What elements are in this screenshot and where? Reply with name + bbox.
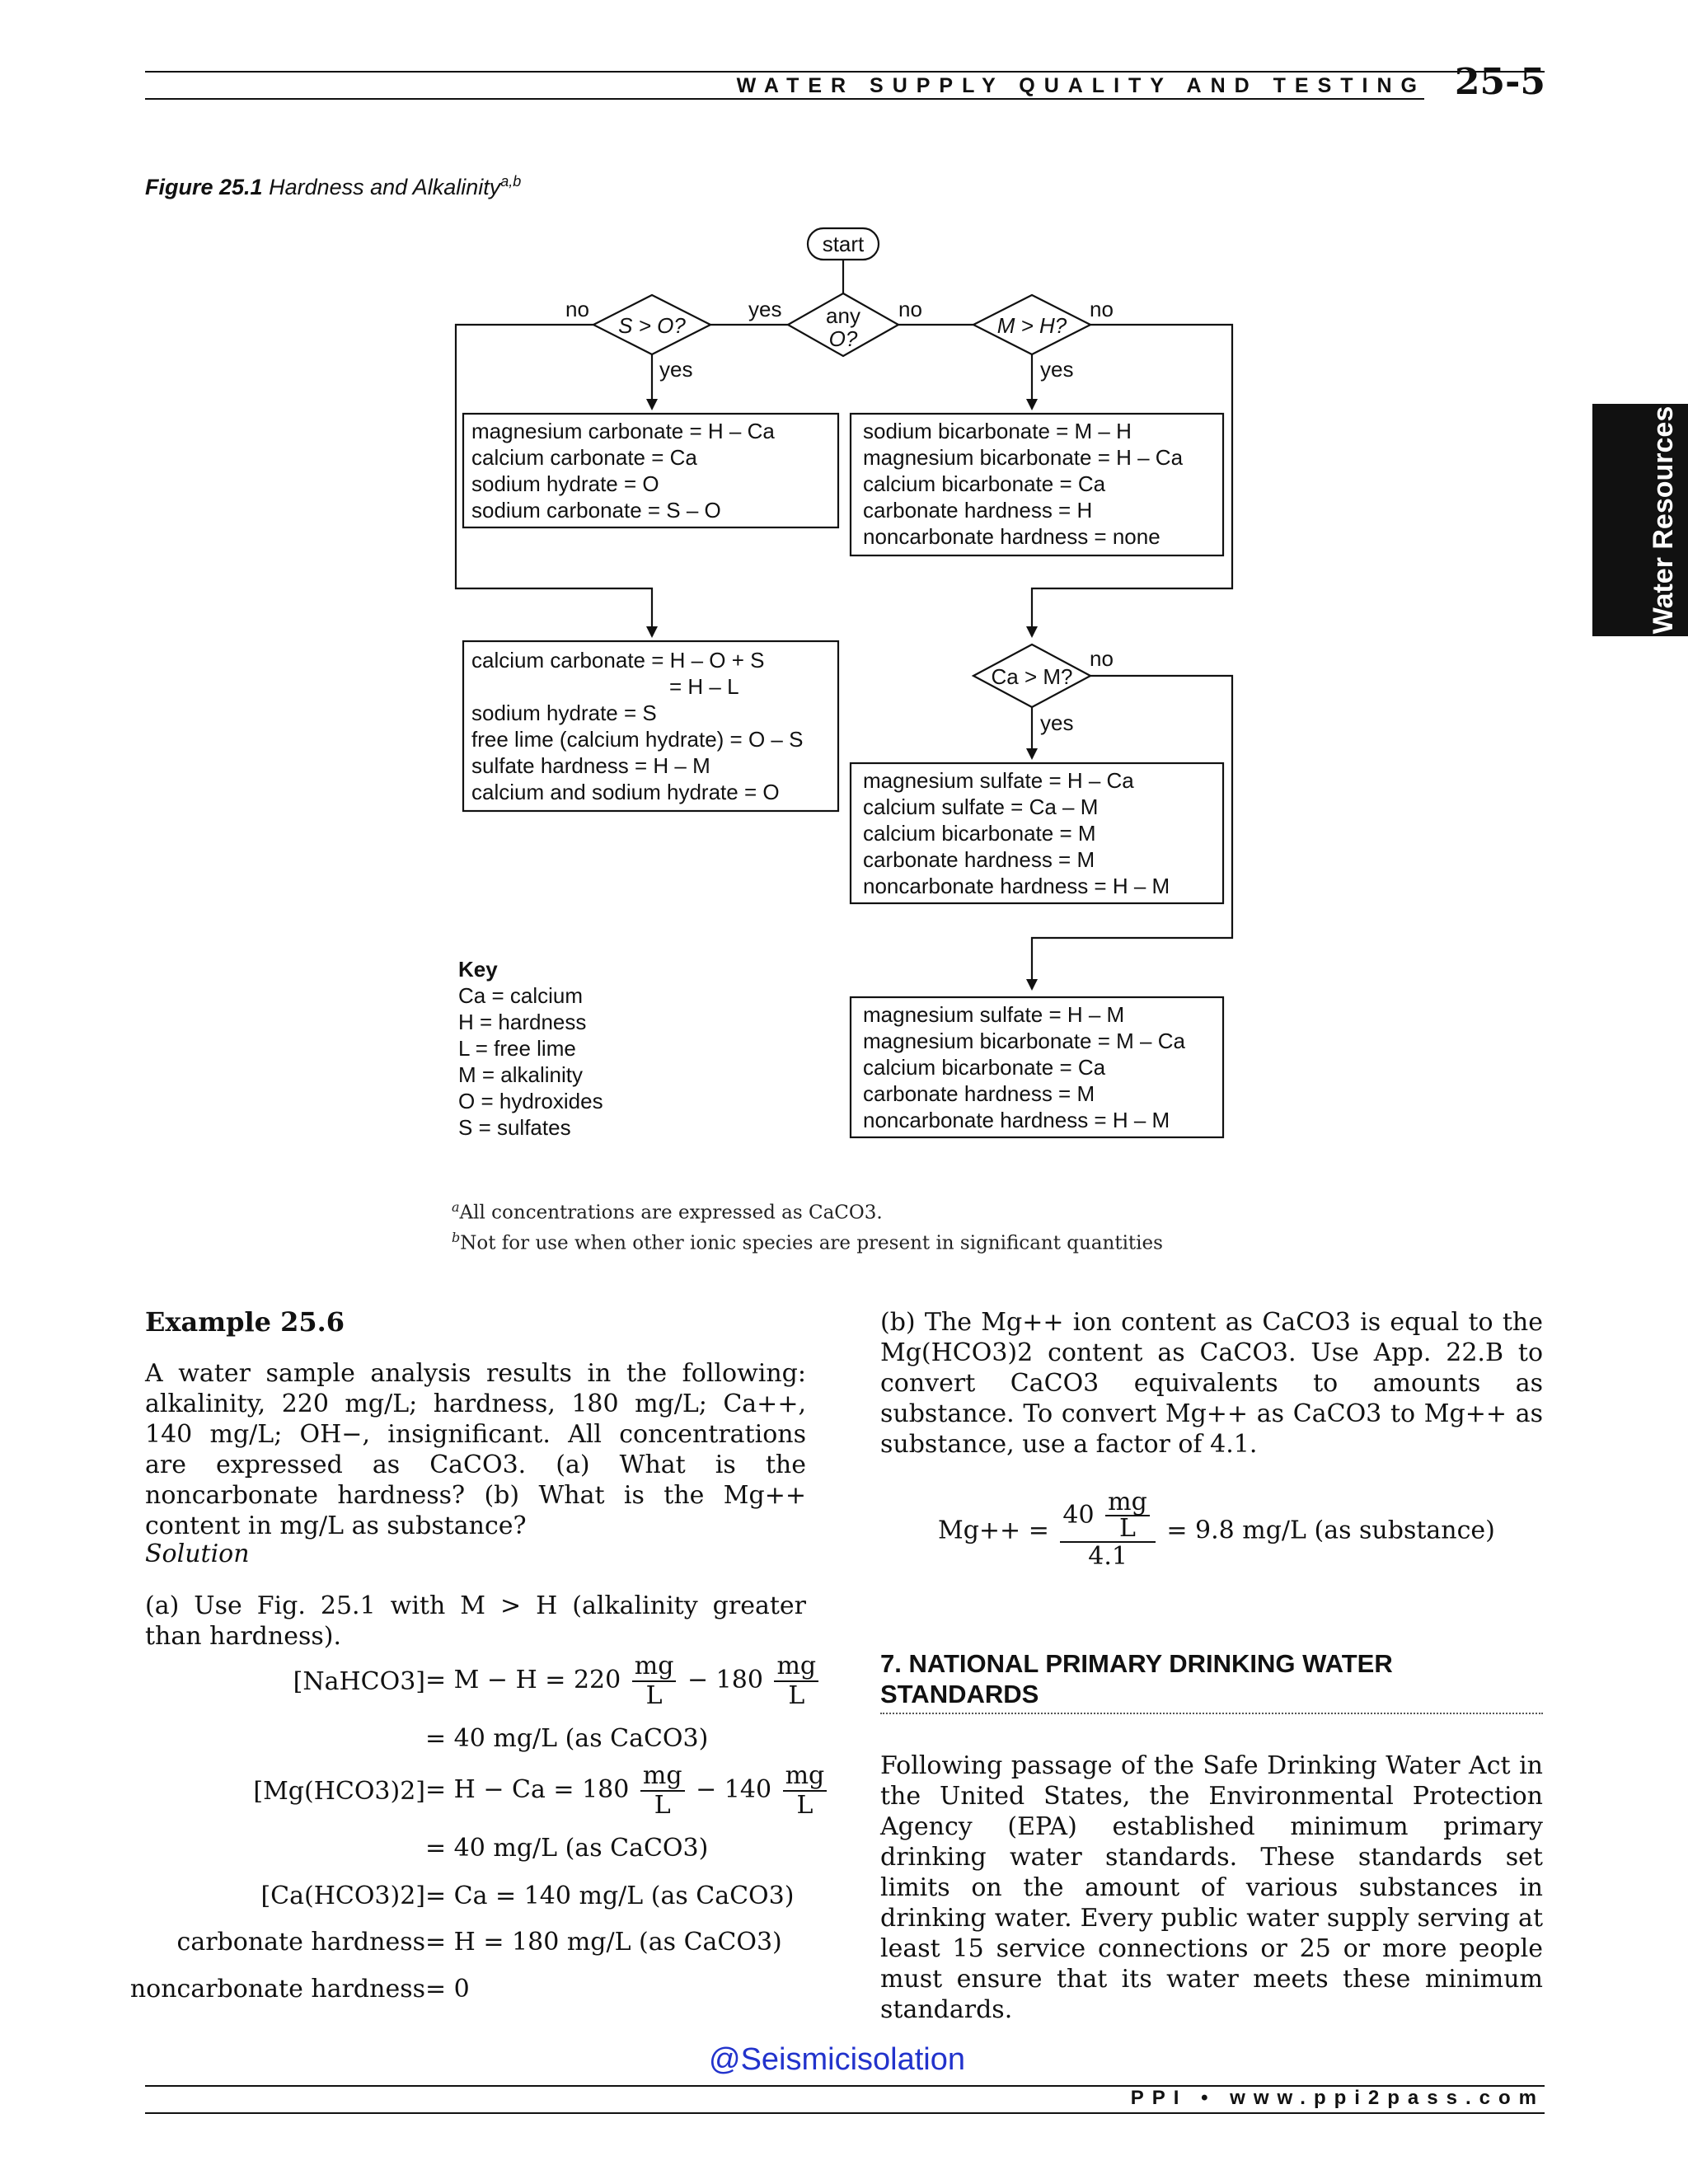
box4-line: noncarbonate hardness = H – M bbox=[863, 874, 1170, 898]
box5-line: calcium bicarbonate = Ca bbox=[863, 1055, 1106, 1080]
eq-nahco3-minus: − 180 bbox=[687, 1666, 763, 1694]
footnote-a-text: All concentrations are expressed as CaCO3. bbox=[459, 1202, 883, 1224]
box4-line: calcium bicarbonate = M bbox=[863, 821, 1096, 846]
key-item: O = hydroxides bbox=[458, 1089, 603, 1113]
footnote-b-text: Not for use when other ionic species are present in significant quantities bbox=[460, 1232, 1163, 1254]
side-tab-label: Water Resources bbox=[1648, 405, 1679, 635]
eq-mghco3-result: = 40 mg/L (as CaCO3) bbox=[425, 1834, 709, 1863]
box3-line: free lime (calcium hydrate) = O – S bbox=[471, 727, 804, 752]
figure-title: Hardness and Alkalinity bbox=[269, 175, 501, 199]
yes-label-s: yes bbox=[659, 357, 693, 382]
box3-line: calcium carbonate = H – O + S bbox=[471, 648, 765, 673]
any-o-label-1: any bbox=[826, 303, 860, 328]
mg-fraction-num: 40 $\frac{mg}{L}$ bbox=[1060, 1490, 1155, 1543]
no-label-ca: no bbox=[1090, 646, 1114, 671]
figure-key bbox=[458, 956, 603, 1141]
box5-line: carbonate hardness = M bbox=[863, 1081, 1095, 1106]
solution-label: Solution bbox=[145, 1540, 250, 1568]
yes-label-m: yes bbox=[1040, 357, 1074, 382]
key-item: M = alkalinity bbox=[458, 1062, 583, 1087]
box3-line: = H – L bbox=[669, 674, 739, 699]
box3-line: sulfate hardness = H – M bbox=[471, 753, 710, 778]
part-b-text: (b) The Mg++ ion content as CaCO3 is equal to the Mg(HCO3)2 content as CaCO3. Use App. 22.B to convert CaCO3 equivalents to amounts as substance. To convert Mg++ as CaCO3 to Mg++ as substance, use a factor of 4.1. bbox=[880, 1308, 1543, 1459]
figure-superscript: a,b bbox=[500, 173, 522, 190]
no-label-any: no bbox=[898, 297, 922, 321]
box5-line: noncarbonate hardness = H – M bbox=[863, 1108, 1170, 1132]
equation-nahco3 bbox=[0, 1652, 824, 1710]
eq-mghco3-minus: − 140 bbox=[696, 1775, 772, 1804]
unit-fraction: $\frac{mg}{L}$ bbox=[783, 1762, 828, 1820]
eq-noncarb-rhs: = 0 bbox=[425, 1975, 470, 2004]
box2-line: sodium bicarbonate = M – H bbox=[863, 419, 1132, 443]
mg-fraction bbox=[1060, 1490, 1155, 1571]
equation-noncarbonate bbox=[0, 1975, 824, 2008]
equation-mghco3 bbox=[0, 1762, 824, 1820]
box1-line: calcium carbonate = Ca bbox=[471, 445, 697, 470]
key-item: S = sulfates bbox=[458, 1115, 571, 1140]
yes-label-ca: yes bbox=[1040, 710, 1074, 735]
example-title: Example 25.6 bbox=[145, 1306, 345, 1338]
box4-line: calcium sulfate = Ca – M bbox=[863, 794, 1099, 819]
eq-carb-rhs: = H = 180 mg/L (as CaCO3) bbox=[425, 1928, 782, 1957]
box5-line: magnesium bicarbonate = M – Ca bbox=[863, 1029, 1185, 1053]
box1-line: magnesium carbonate = H – Ca bbox=[471, 419, 775, 443]
box2-line: magnesium bicarbonate = H – Ca bbox=[863, 445, 1184, 470]
key-item: L = free lime bbox=[458, 1036, 576, 1061]
yes-label-any: yes bbox=[748, 297, 782, 321]
eq-cahco3-lhs: [Ca(HCO3)2] bbox=[260, 1882, 425, 1910]
equation-mg bbox=[938, 1490, 1495, 1571]
unit-fraction: $\frac{mg}{L}$ bbox=[632, 1652, 677, 1710]
s-gt-o-label: S > O? bbox=[618, 313, 686, 338]
key-title: Key bbox=[458, 957, 498, 982]
eq-noncarb-lhs: noncarbonate hardness bbox=[129, 1975, 425, 2004]
m-gt-h-label: M > H? bbox=[996, 313, 1067, 338]
key-item: Ca = calcium bbox=[458, 983, 583, 1008]
eq-mg-lhs: Mg++ = bbox=[938, 1516, 1049, 1545]
unit-fraction: $\frac{mg}{L}$ bbox=[774, 1652, 818, 1710]
example-text: A water sample analysis results in the following: alkalinity, 220 mg/L; hardness, 180 mg/L; Ca++, 140 mg/L; OH−, insignificant. All concentrations are expressed as CaCO3. (a) What is the noncarbonate hardness? (b) What is the Mg++ content in mg/L as substance? bbox=[145, 1359, 806, 1540]
equation-carbonate bbox=[0, 1928, 824, 1961]
eq-nahco3-rhs-text: = M − H = 220 bbox=[425, 1666, 621, 1694]
section-heading: 7. NATIONAL PRIMARY DRINKING WATER STANDARDS bbox=[880, 1649, 1393, 1708]
box3-line: calcium and sodium hydrate = O bbox=[471, 780, 780, 804]
eq-mg-result: = 9.8 mg/L (as substance) bbox=[1166, 1516, 1495, 1545]
footnote-a: $^a$All concentrations are expressed as CaCO3. bbox=[452, 1199, 883, 1224]
no-label-s: no bbox=[565, 297, 589, 321]
key-item: H = hardness bbox=[458, 1010, 587, 1034]
figure-footnotes bbox=[452, 1195, 1163, 1255]
eq-mghco3-lhs: [Mg(HCO3)2] bbox=[253, 1777, 425, 1806]
unit-fraction: $\frac{mg}{L}$ bbox=[640, 1762, 685, 1820]
box4-line: carbonate hardness = M bbox=[863, 847, 1095, 872]
box1-line: sodium carbonate = S – O bbox=[471, 498, 721, 523]
section-text: Following passage of the Safe Drinking Water Act in the United States, the Environmental Protection Agency (EPA) established minimum primary drinking water standards. These standards set limits on the amount of various substances in drinking water. Every public water supply serving at least 15 service connections or 25 or more people must ensure that its water meets these minimum standards. bbox=[880, 1751, 1543, 2024]
unit-fraction: $\frac{mg}{L}$ bbox=[1105, 1490, 1150, 1541]
part-a-text: (a) Use Fig. 25.1 with M > H (alkalinity greater than hardness). bbox=[145, 1591, 806, 1651]
eq-nahco3-result: = 40 mg/L (as CaCO3) bbox=[425, 1724, 709, 1753]
no-label-m: no bbox=[1090, 297, 1114, 321]
page-number: 25-5 bbox=[1454, 61, 1545, 103]
box4-line: magnesium sulfate = H – Ca bbox=[863, 768, 1134, 793]
eq-mghco3-rhs-text: = H − Ca = 180 bbox=[425, 1775, 630, 1804]
eq-cahco3-rhs: = Ca = 140 mg/L (as CaCO3) bbox=[425, 1882, 795, 1910]
box5-line: magnesium sulfate = H – M bbox=[863, 1002, 1125, 1027]
footer-rule-bottom bbox=[145, 2112, 1545, 2114]
start-label: start bbox=[822, 232, 865, 256]
eq-nahco3-lhs: [NaHCO3] bbox=[293, 1667, 425, 1696]
box2-line: carbonate hardness = H bbox=[863, 498, 1093, 523]
watermark: @Seismicisolation bbox=[709, 2042, 966, 2077]
running-head: WATER SUPPLY QUALITY AND TESTING bbox=[736, 74, 1426, 97]
any-o-label-2: O? bbox=[828, 326, 858, 351]
box1-line: sodium hydrate = O bbox=[471, 471, 659, 496]
eq-carb-lhs: carbonate hardness bbox=[176, 1928, 425, 1957]
figure-label: Figure 25.1 bbox=[145, 175, 263, 199]
box3-line: sodium hydrate = S bbox=[471, 701, 657, 725]
box2-line: calcium bicarbonate = Ca bbox=[863, 471, 1106, 496]
mg-fraction-den: 4.1 bbox=[1088, 1542, 1128, 1571]
eq-mghco3-rhs bbox=[425, 1762, 830, 1820]
ca-gt-m-label: Ca > M? bbox=[991, 664, 1073, 689]
eq-nahco3-rhs bbox=[425, 1652, 822, 1710]
footer-text: PPI • www.ppi2pass.com bbox=[1130, 2087, 1545, 2109]
equation-cahco3 bbox=[0, 1882, 824, 1915]
box2-line: noncarbonate hardness = none bbox=[863, 524, 1160, 549]
section-rule bbox=[880, 1713, 1543, 1714]
footnote-b: $^b$Not for use when other ionic species are present in significant quantities bbox=[452, 1229, 1163, 1254]
